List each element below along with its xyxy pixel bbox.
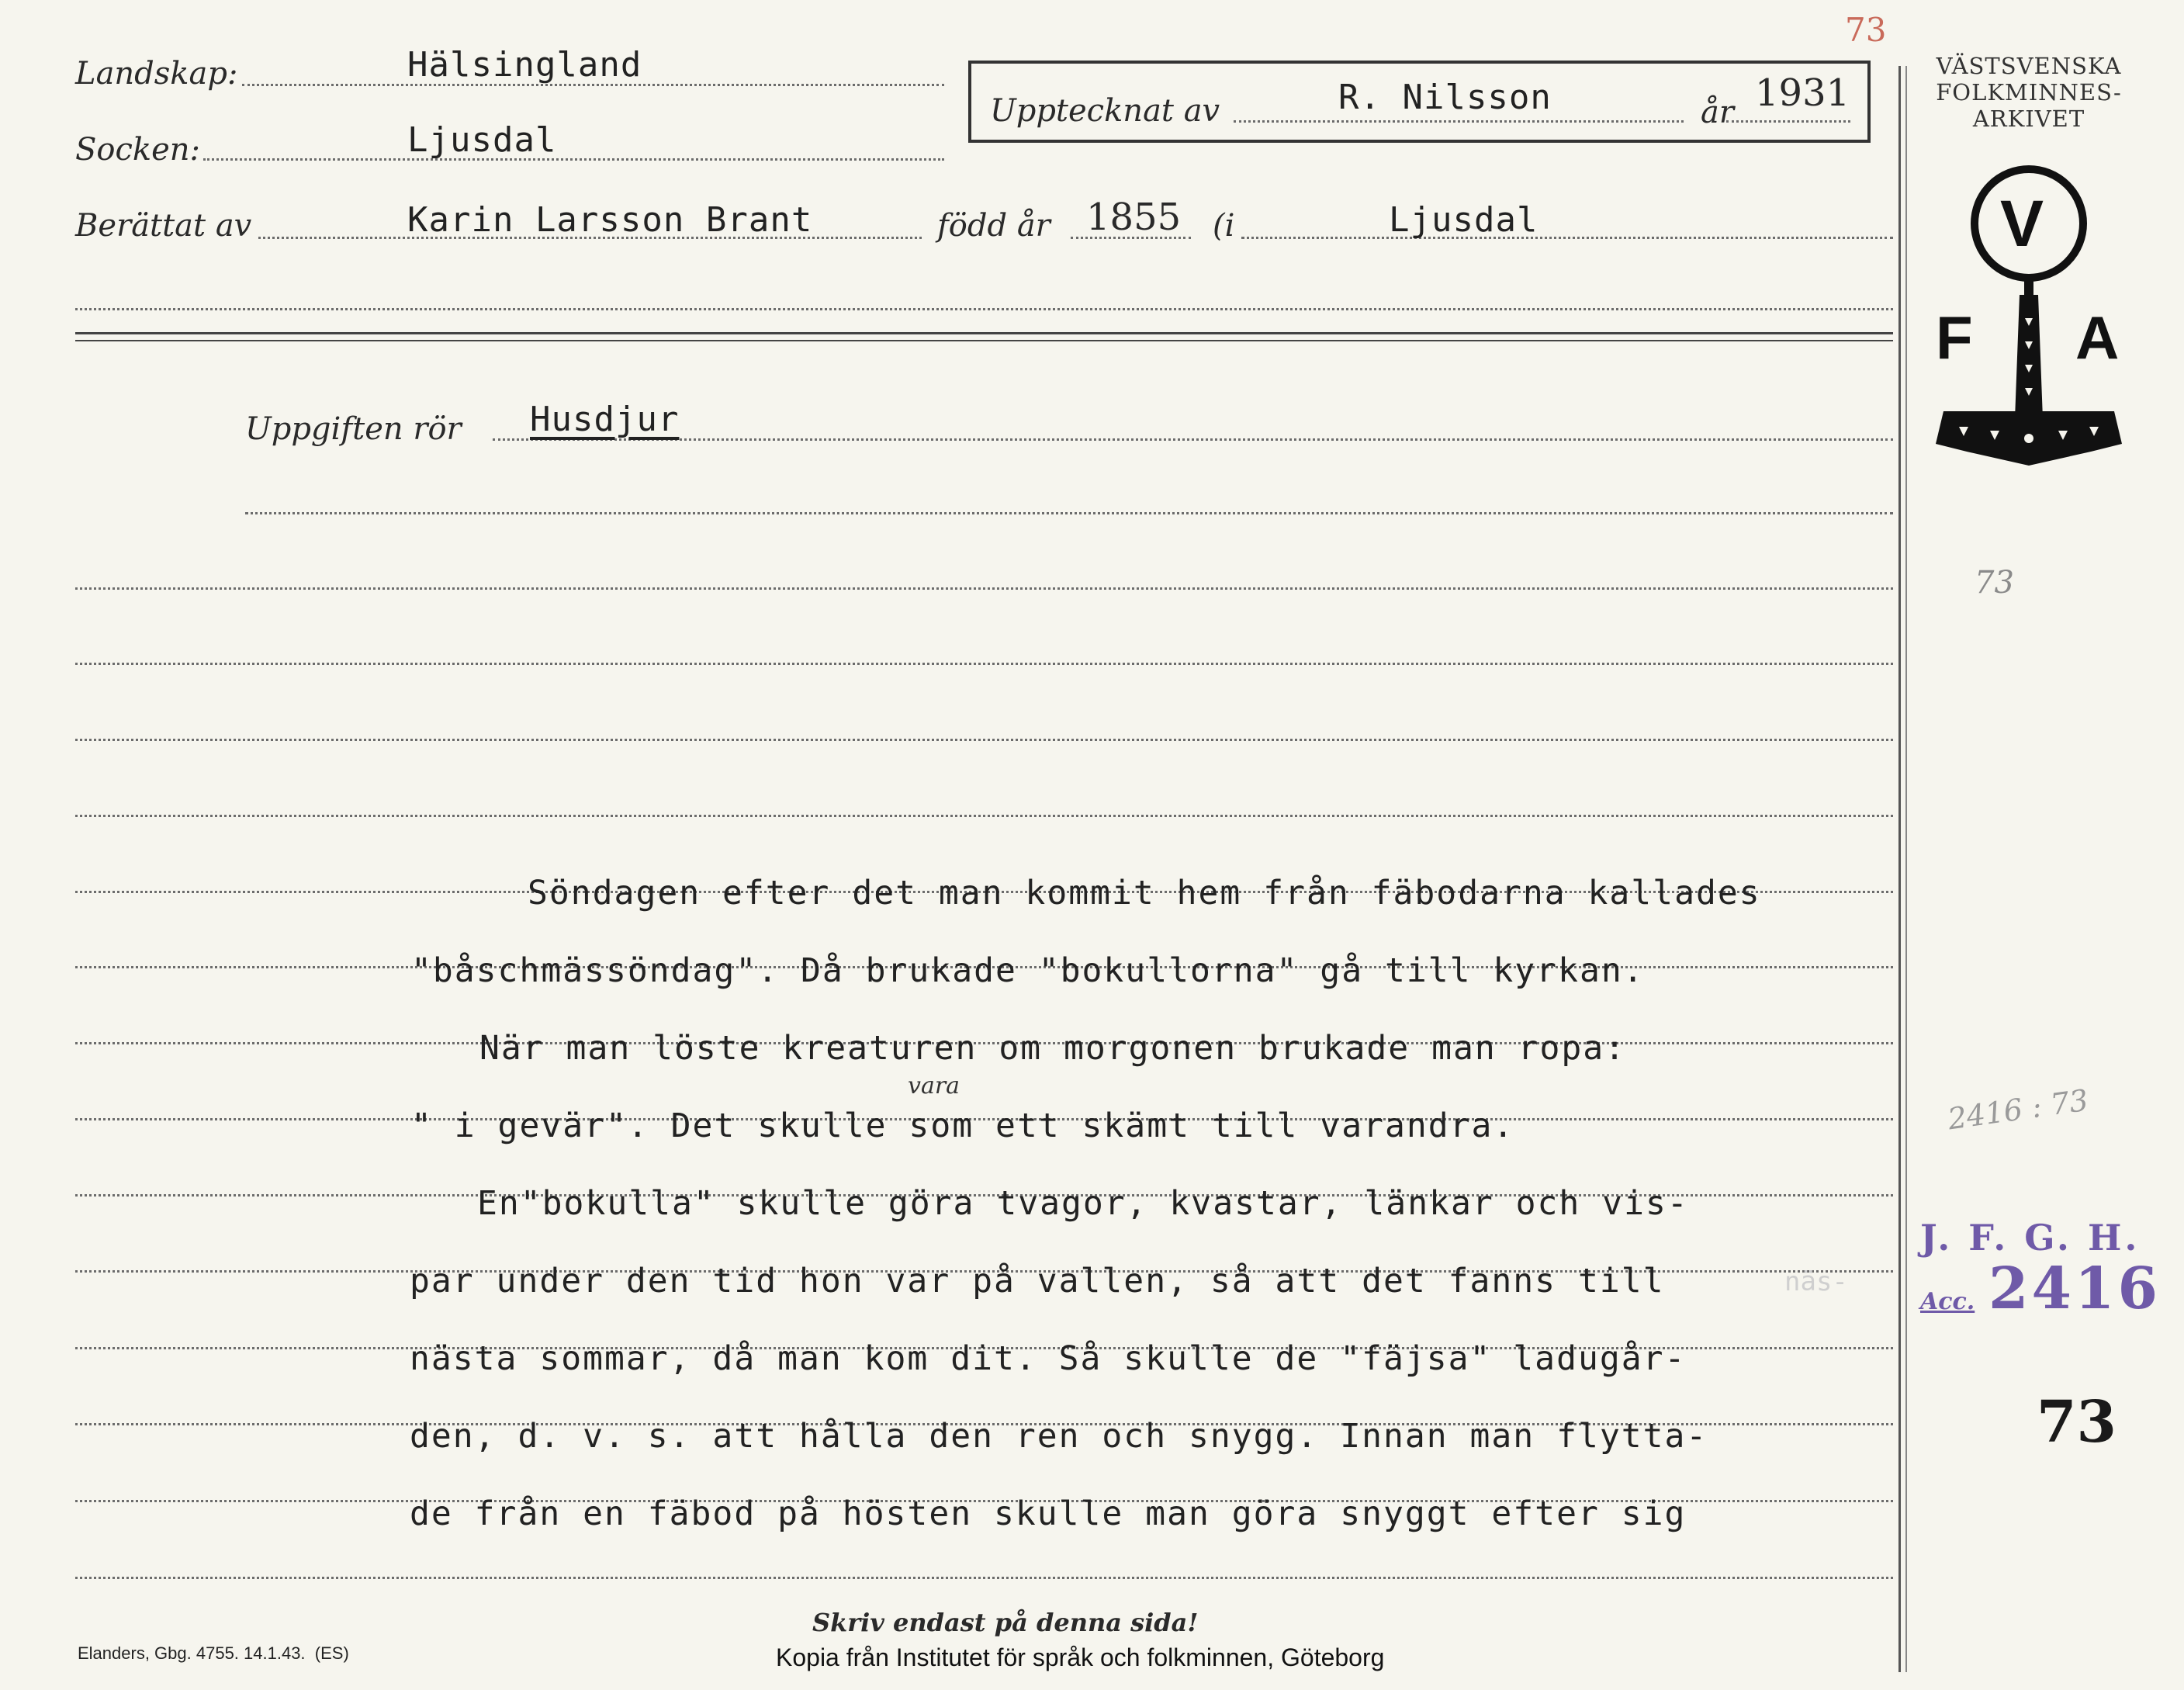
accession-stamp xyxy=(1920,1217,2161,1333)
ruled-line xyxy=(75,663,1893,665)
stamp-number: 2416 xyxy=(1988,1255,2161,1322)
ruled-line xyxy=(75,739,1893,741)
fodd-label: född år xyxy=(937,208,1050,244)
body-line-3: När man löste kreaturen om morgonen brukade man ropa: xyxy=(479,1029,1627,1068)
logo-letter-f: F xyxy=(1936,303,1973,372)
faint-margin-text: näs- xyxy=(1784,1266,1848,1297)
ar-dotline xyxy=(1726,120,1850,123)
logo-letter-a: A xyxy=(2075,303,2120,372)
fodd-value: 1855 xyxy=(1086,196,1182,239)
ar-value: 1931 xyxy=(1755,71,1850,115)
archive-name-line2: FOLKMINNES- xyxy=(1936,79,2122,106)
logo-letter-v: V xyxy=(2000,187,2044,260)
copy-notice: Kopia från Institutet för språk och folkminnen, Göteborg xyxy=(776,1643,1385,1671)
i-value: Ljusdal xyxy=(1389,200,1538,240)
ruled-line xyxy=(75,587,1893,590)
footer-instruction: Skriv endast på denna sida! xyxy=(812,1608,1199,1637)
i-label: (i xyxy=(1213,208,1235,244)
printer-mark: Elanders, Gbg. 4755. 14.1.43. (ES) xyxy=(78,1643,349,1663)
header-separator-top xyxy=(75,332,1893,334)
page-number: 73 xyxy=(2037,1389,2117,1456)
body-line-9: de från en fäbod på hösten skulle man göra snyggt efter sig xyxy=(410,1494,1687,1533)
ar-label: år xyxy=(1701,95,1734,130)
topic-label: Uppgiften rör xyxy=(245,411,462,447)
body-line-4: " i gevär". Det skulle som ett skämt till varandra. xyxy=(411,1106,1515,1145)
body-line-1: Söndagen efter det man kommit hem från fäbodarna kallades xyxy=(528,874,1761,913)
header-blank-line xyxy=(75,308,1893,310)
stamp-line1: J. F. G. H. xyxy=(1920,1217,2141,1259)
archive-logo xyxy=(1928,163,2130,473)
archive-name-line1: VÄSTSVENSKA xyxy=(1936,53,2122,79)
ruled-line xyxy=(75,815,1893,817)
landskap-label: Landskap: xyxy=(75,56,238,92)
ruled-line xyxy=(75,1577,1893,1579)
note-top-number: 73 xyxy=(1845,11,1887,49)
uppt-dotline xyxy=(1234,120,1684,123)
berattat-value: Karin Larsson Brant xyxy=(407,200,813,240)
body-line-8: den, d. v. s. att hålla den ren och snygg. Innan man flytta- xyxy=(410,1417,1708,1456)
vertical-divider-inner xyxy=(1905,66,1907,1672)
uppt-value: R. Nilsson xyxy=(1338,78,1552,117)
socken-label: Socken: xyxy=(75,132,201,168)
i-dotline xyxy=(1241,237,1893,239)
body-line-2: "båschmässöndag". Då brukade "bokullorna" gå till kyrkan. xyxy=(411,951,1645,990)
archive-name-line3: ARKIVET xyxy=(1972,106,2085,132)
body-line-6: par under den tid hon var på vallen, så att det fanns till xyxy=(410,1262,1665,1300)
ruled-line xyxy=(245,512,1893,514)
note-reference: 2416 : 73 xyxy=(1945,1082,2091,1137)
berattat-label: Berättat av xyxy=(75,208,252,244)
topic-dotline xyxy=(493,438,1893,441)
socken-dotline xyxy=(203,158,944,161)
header-separator-bottom xyxy=(75,340,1893,341)
note-mid-number: 73 xyxy=(1975,565,2014,601)
body-line-7: nästa sommar, då man kom dit. Så skulle de "fäjsa" ladugår- xyxy=(410,1339,1687,1378)
uppt-label: Upptecknat av xyxy=(990,93,1220,129)
body-line-5: En"bokulla" skulle göra tvagor, kvastar, länkar och vis- xyxy=(477,1184,1689,1223)
handwritten-insertion: vara xyxy=(908,1072,960,1100)
socken-value: Ljusdal xyxy=(407,120,557,160)
topic-value: Husdjur xyxy=(530,400,680,439)
vertical-divider xyxy=(1898,66,1901,1672)
archive-name xyxy=(1912,53,2145,132)
stamp-acc-label: Acc. xyxy=(1920,1288,1975,1315)
landskap-value: Hälsingland xyxy=(407,45,642,85)
